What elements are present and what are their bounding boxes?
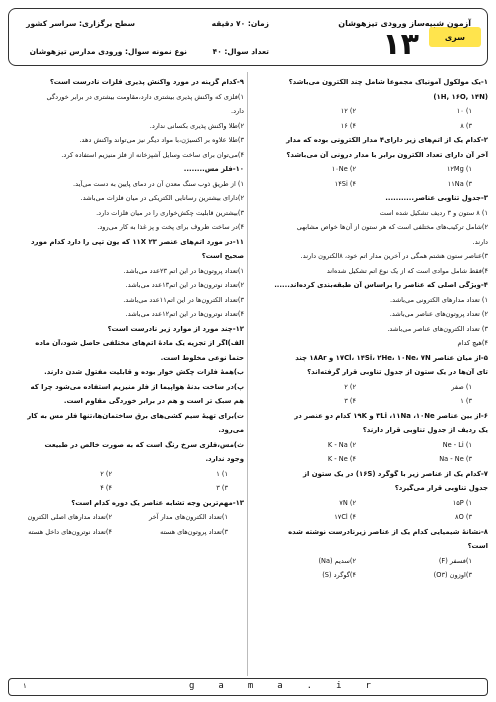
footer-website: gama.ir [189, 681, 395, 691]
choice-text[interactable]: ۳)بیشترین قابلیت چکش‌خواری را در میان فلزات دارد. [96, 208, 244, 217]
question-text: ۱۰-فلز مس........ [183, 165, 244, 173]
answer-option[interactable]: ۲) ۲ [344, 382, 356, 391]
question-text: ث)مس،فلزی سرخ رنگ است که به صورت خالص در طبیعت [44, 440, 244, 449]
answer-option[interactable]: ۱) ۱۲Mg [446, 165, 472, 173]
choice-text[interactable]: ۴)می‌توان برای ساخت وسایل آشپزخانه از فلز منیزیم استفاده کرد. [61, 150, 244, 159]
question-text: ۷-کدام یک از عناصر زیر با گوگرد (۱۶S) در یک ستون از [302, 469, 488, 478]
answer-option[interactable]: ۳) ۸O [455, 513, 472, 521]
question-text: حتماً نوعی مخلوط است. [160, 353, 244, 362]
question-text: وجود ندارد. [205, 455, 244, 463]
choice-text[interactable]: ۱) از طریق ذوب سنگ معدن آن در دمای پایین به دست می‌آید. [73, 179, 244, 188]
answer-option[interactable]: ۴)گوگرد (S) [322, 571, 356, 579]
choice-text[interactable]: ۴)تعداد نوترون‌ها در این اتم۱۲عدد می‌باشد. [125, 310, 244, 318]
question-text: ۲-کدام یک از اتم‌های زیر دارای۴ مدار الکترونی بوده که مدار [286, 136, 488, 144]
answer-option[interactable]: ۲) ۲ [100, 469, 112, 478]
answer-option[interactable]: ۱)تعداد الکترون‌های مدار آخر [149, 513, 228, 521]
question-text: می‌رود. [218, 426, 244, 434]
choice-text[interactable]: ۱) ۸ ستون و ۳ ردیف تشکیل شده است [379, 208, 488, 217]
question-text: پ)در ساخت بدنهٔ هواپیما از فلز منیزیم استفاده می‌شود چرا که [30, 382, 244, 391]
exam-time: زمان: ۷۰ دقیقه [211, 19, 269, 28]
answer-option[interactable]: ۳) Na - Ne [439, 455, 472, 463]
choice-text[interactable]: ۴)هیچ کدام [457, 339, 488, 347]
choice-text[interactable]: دارد. [231, 107, 244, 115]
question-text: ۹-کدام گزینه در مورد واکنش پذیری فلزات نادرست است؟ [49, 78, 244, 86]
question-text: تای آن‌ها در یک ستون از جدول تناوبی قرار گرفته‌اند؟ [307, 368, 488, 376]
answer-option[interactable]: ۱)فسفر (F) [438, 556, 472, 565]
answer-option[interactable]: ۳) ۸ [460, 121, 472, 130]
question-text: ۴-ویژگی اصلی که عناصر را براساس آن طبقه‌بندی کرده‌اند...... [274, 281, 488, 289]
question-text: ۶-از بین عناصر ۳Li ،۱۱Na ،۱۰Ne و ۱۹K کدام دو عنصر در [294, 411, 488, 420]
choice-text[interactable]: ۲)دارای بیشترین رسانایی الکتریکی در میان فلزات می‌باشد. [80, 194, 244, 202]
answer-option[interactable]: ۳)اوزون (O۳) [433, 571, 472, 579]
answer-option[interactable]: ۱) ۱۰ [456, 107, 472, 115]
answer-option[interactable]: ۳) ۳ [216, 484, 228, 492]
choice-text[interactable]: دارند. [472, 237, 488, 246]
choice-text[interactable]: ۳)طلا علاوه بر اکسیژن،با مواد دیگر نیز می‌تواند واکنش دهد. [79, 136, 244, 144]
question-text: ۳-جدول تناوبی عناصر........... [385, 194, 488, 202]
question-text: ۵-از میان عناصر ۱۷Cl، ۱۴Si، ۲He، ۱۰Ne، ۷N و ۱۸Ar چند [295, 353, 488, 362]
choice-text[interactable]: ۳)عناصر ستون هشتم همگی در آخرین مدار اتم خود، ۸الکترون دارند. [300, 252, 488, 260]
answer-option[interactable]: ۴) ۴ [100, 484, 112, 492]
choice-text[interactable]: ۳) تعداد الکترون‌های عناصر می‌باشد. [387, 324, 488, 333]
series-label: سری [444, 33, 465, 42]
question-text: ب)همهٔ فلزات چکش خوار بوده و قابلیت مفتول شدن دارند. [44, 368, 244, 376]
footer [8, 678, 488, 696]
question-text: هم سبک تر است و هم در برابر خوردگی مقاوم است. [63, 397, 244, 405]
answer-option[interactable]: ۴) ۱۷Cl [334, 513, 356, 521]
answer-option[interactable]: ۱) ۱۵P [452, 498, 472, 507]
question-text: الف)اگر از تجزیه یک مادهٔ اتم‌های مختلفی حاصل شود،آن ماده [35, 339, 244, 347]
question-text: آخر آن دارای تعداد الکترون برابر با مدار درونی آن می‌باشد؟ [286, 150, 488, 159]
choice-text[interactable]: ۴)در ساخت ظروف برای پخت و پز غذا به کار می‌رود. [97, 223, 244, 231]
answer-option[interactable]: ۴) K - Ne [327, 455, 356, 463]
column-divider [247, 72, 248, 676]
exam-logo [291, 13, 481, 61]
right-column [252, 72, 488, 676]
answer-option[interactable]: ۲) ۱۲ [340, 107, 356, 115]
question-text: ۱۳-مهم‌ترین وجه تشابه عناصر یک دوره کدام است؟ [71, 498, 244, 507]
choice-text[interactable]: ۲)تعداد نوترون‌ها در این اتم۱۳عدد می‌باشد. [125, 281, 244, 289]
question-text: صحیح است؟ [201, 252, 244, 260]
question-text: (۱H, ۱۶O, ۱۴N) [433, 92, 488, 101]
answer-option[interactable]: ۳)تعداد پروتون‌های هسته [160, 527, 228, 536]
exam-header [8, 8, 488, 66]
answer-option[interactable]: ۱) ۱ [216, 469, 228, 478]
question-type: نوع نمونه سوال: ورودی مدارس تیزهوشان [29, 47, 187, 56]
exam-level: سطح برگزاری: سراسر کشور [26, 19, 135, 28]
left-column [8, 72, 244, 676]
choice-text[interactable]: ۲)شامل ترکیب‌های مختلفی است که هر ستون از آن‌ها خواص مشابهی [296, 223, 488, 231]
answer-option[interactable]: ۱) صفر [451, 382, 472, 391]
choice-text[interactable]: ۴)فقط شامل موادی است که از یک نوع اتم تشکیل شده‌اند [326, 266, 488, 275]
answer-option[interactable]: ۴) ۳ [344, 397, 356, 405]
choice-text[interactable]: ۳)تعداد الکترون‌ها در این اتم۱۱عدد می‌باشد. [123, 295, 244, 304]
question-text: ۱-یک مولکول آمونیاک مجموعاً شامل چند الکترون می‌باشد؟ [288, 78, 488, 86]
page-number: ۱ [23, 682, 27, 690]
question-text: ۸-نشانهٔ شیمیایی کدام یک از عناصر زیرنادرست نوشته شده [288, 527, 488, 536]
answer-option[interactable]: ۳) ۱ [460, 397, 472, 405]
answer-option[interactable]: ۴) ۱۴Si [334, 179, 356, 188]
question-text: است؟ [467, 542, 488, 550]
answer-option[interactable]: ۲) K - Na [327, 440, 356, 449]
question-text: جدول تناوبی قرار می‌گیرد؟ [394, 484, 488, 492]
answer-option[interactable]: ۳) ۱۱Na [447, 179, 472, 188]
exam-title: آزمون شبیه‌ساز ورودی تیزهوشان [338, 19, 471, 28]
choice-text[interactable]: ۱)فلزی که واکنش پذیری بیشتری دارد،مقاومت بیشتری در برابر خوردگی [46, 92, 244, 101]
answer-option[interactable]: ۴) ۱۶ [340, 121, 356, 130]
question-text: یک ردیف از جدول تناوبی قرار دارند؟ [362, 426, 488, 434]
choice-text[interactable]: ۱)تعداد پروتون‌ها در این اتم ۲۳عدد می‌باشد. [123, 266, 244, 275]
answer-option[interactable]: ۲) ۱۰Ne [331, 165, 356, 173]
answer-option[interactable]: ۴)تعداد نوترون‌های داخل هسته [28, 527, 112, 536]
choice-text[interactable]: ۲)طلا واکنش پذیری بکسانی ندارد. [149, 121, 244, 130]
answer-option[interactable]: ۲)تعداد مدارهای اصلی الکترون [27, 513, 112, 521]
answer-option[interactable]: ۱) Ne - Li [442, 440, 472, 449]
answer-option[interactable]: ۲)سدیم (Na) [318, 556, 356, 565]
choice-text[interactable]: ۱) تعداد مدارهای الکترونی می‌باشد. [390, 295, 488, 304]
question-count: تعداد سوال: ۴۰ [212, 47, 269, 56]
question-text: ۱۲-چند مورد از موارد زیر نادرست است؟ [107, 324, 244, 333]
question-text: ت)برای تهیهٔ سیم کشی‌های برق ساختمان‌ها،تنها فلز مس به کار [27, 411, 244, 420]
series-number: ۱۳ [382, 27, 419, 62]
choice-text[interactable]: ۲) تعداد پروتون‌های عناصر می‌باشد. [389, 310, 488, 318]
answer-option[interactable]: ۲) ۷N [339, 498, 356, 507]
question-text: ۱۱-در مورد اتم‌های عنصر ۲۳ ۱۱X که یون تپی را دارد کدام مورد [30, 237, 244, 246]
